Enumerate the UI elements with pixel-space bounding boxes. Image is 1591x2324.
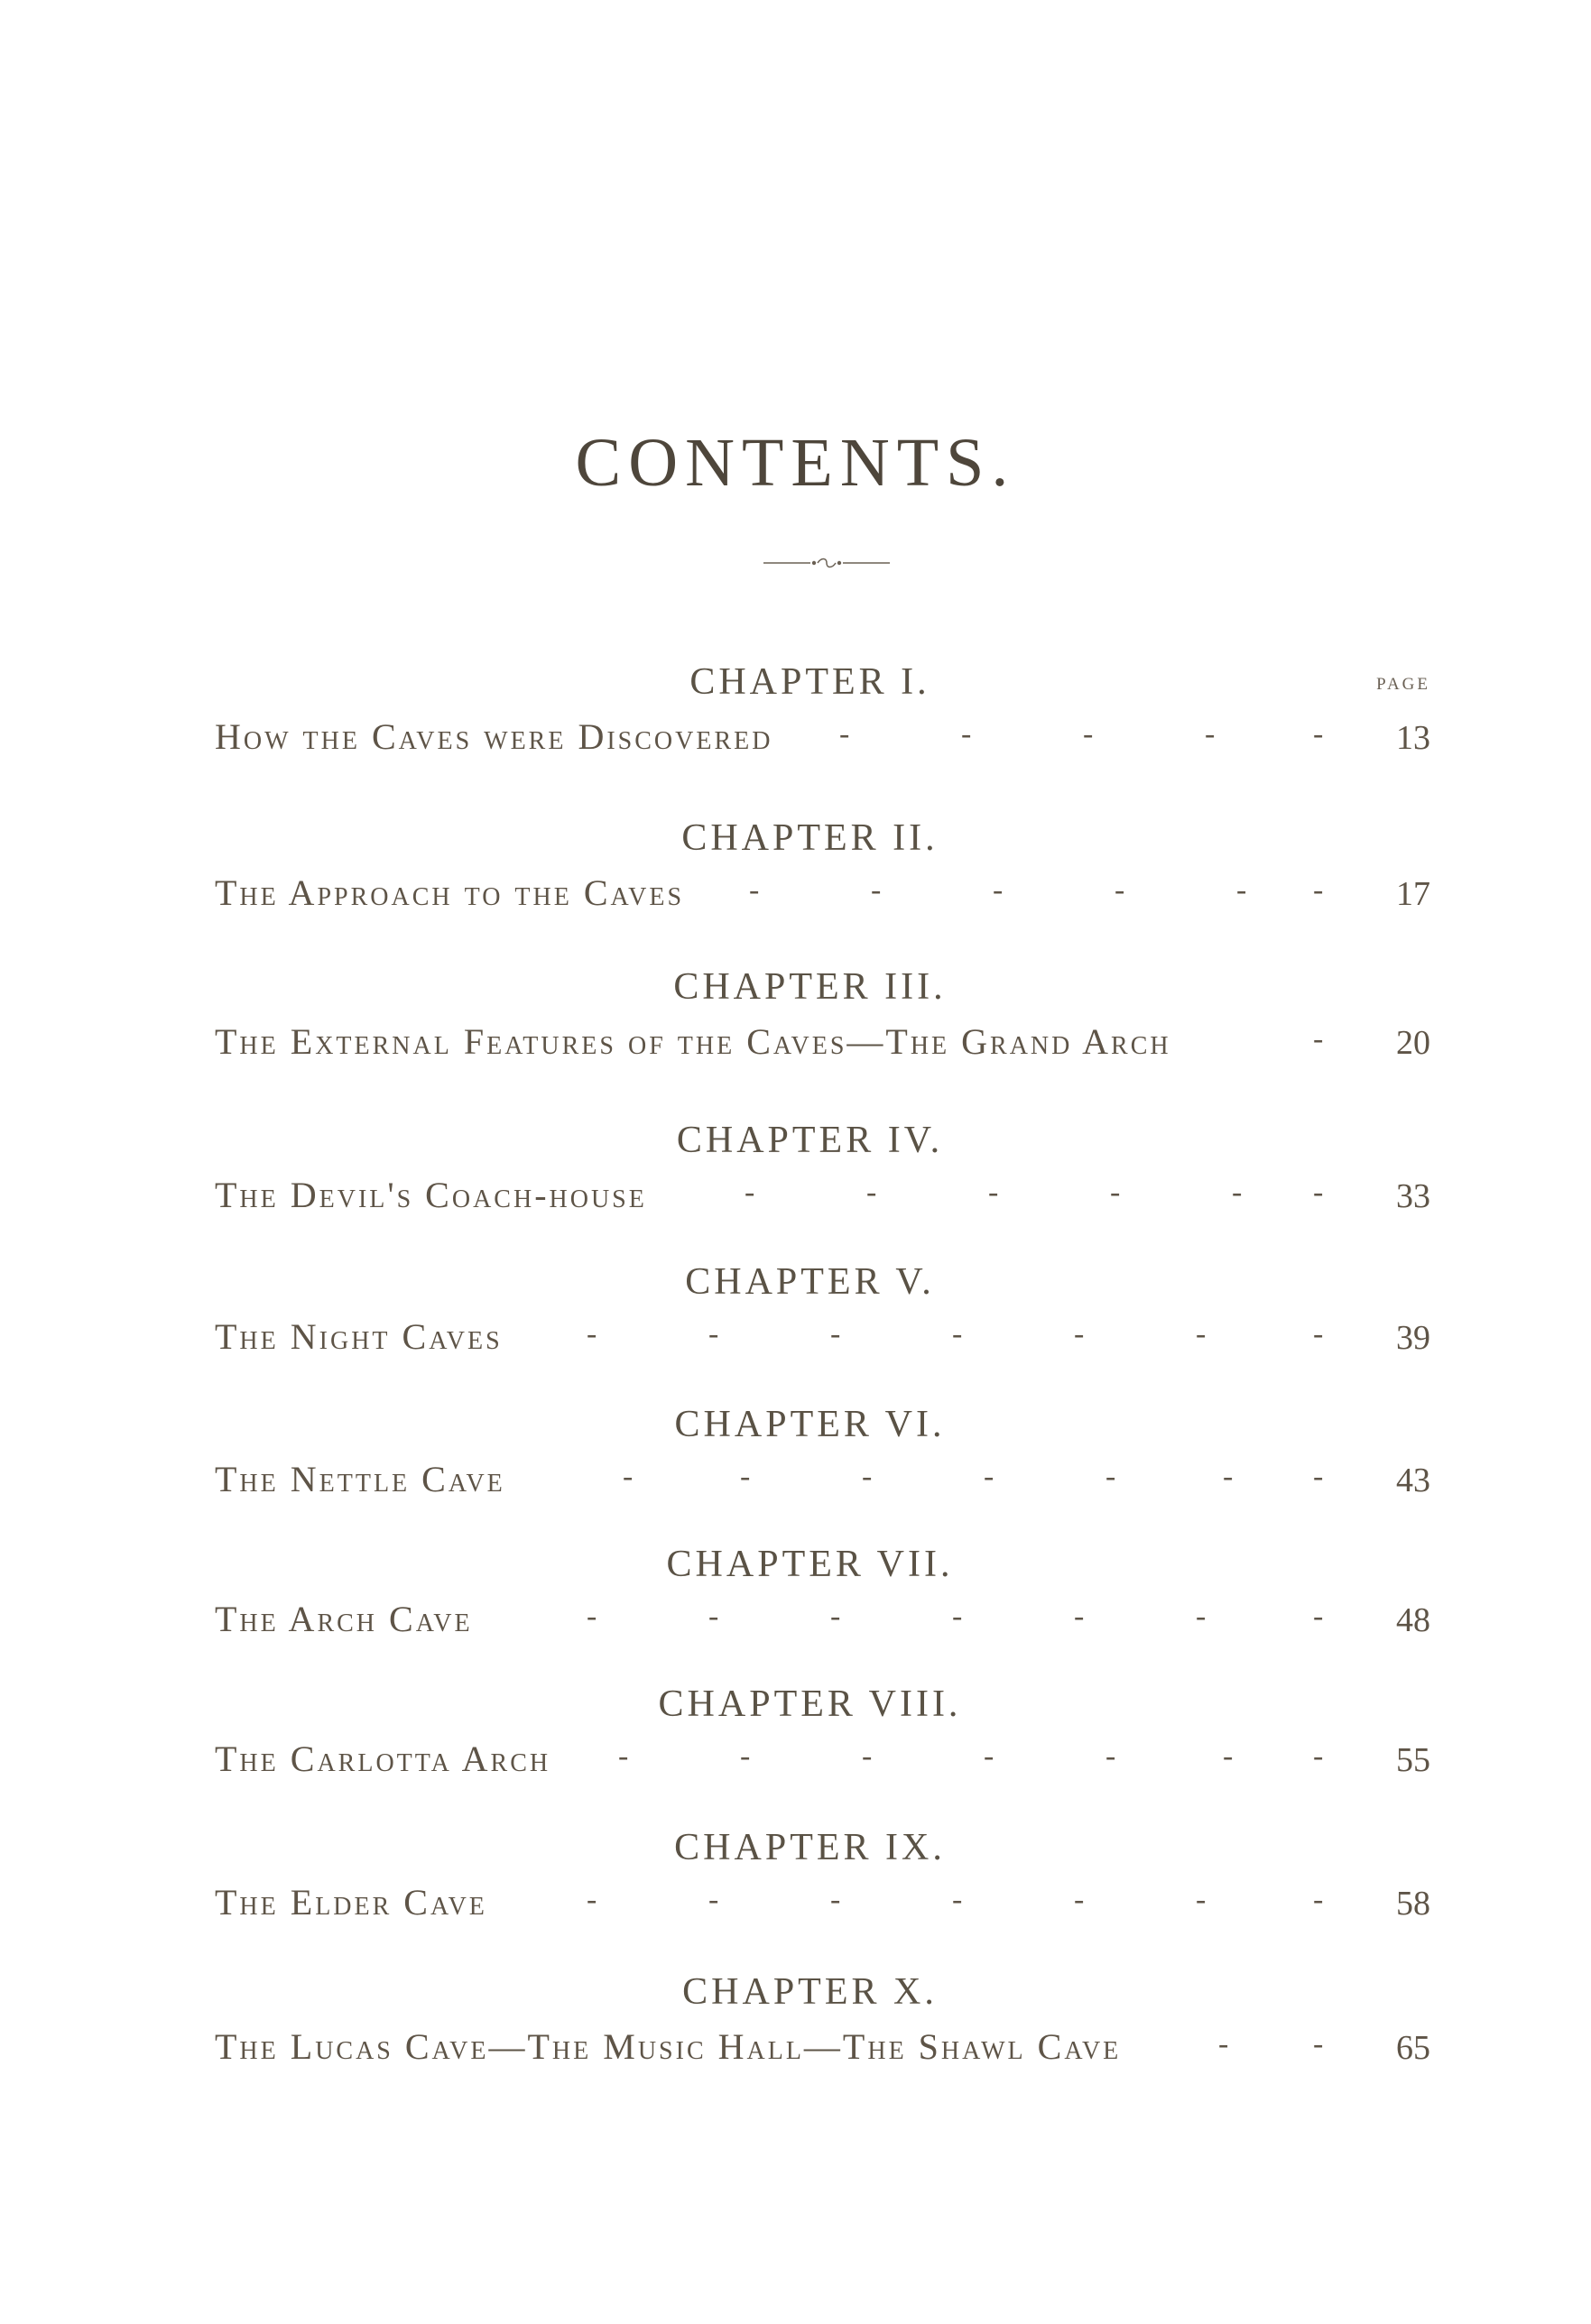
chapter-block: CHAPTER X. The Lucas Cave—The Music Hall—The Shawl Cave - - 65 [0,1973,1591,2117]
chapter-title: The Devil's Coach-house [215,1175,647,1215]
chapter-heading: CHAPTER IV. [676,1120,944,1161]
page-number: 33 [1396,1177,1430,1215]
chapter-heading: CHAPTER VII. [666,1544,954,1585]
page-column-label: PAGE [1376,675,1430,694]
chapter-block: CHAPTER V. The Night Caves - - - - - - - 39 [0,1263,1591,1407]
chapter-block: CHAPTER VIII. The Carlotta Arch - - - - - - - 55 [0,1685,1591,1830]
chapter-block: CHAPTER II. The Approach to the Caves - - - - - - 17 [0,819,1591,964]
divider-ornament [763,552,890,574]
page-number: 20 [1396,1024,1430,1062]
page-number: 65 [1396,2029,1430,2067]
chapter-heading: CHAPTER III. [673,966,947,1008]
page-number: 55 [1396,1741,1430,1779]
chapter-block: CHAPTER VII. The Arch Cave - - - - - - - 48 [0,1545,1591,1690]
chapter-heading: CHAPTER VI. [674,1404,946,1445]
chapter-title: The Arch Cave [215,1599,473,1639]
page-number: 48 [1396,1601,1430,1639]
chapter-heading: CHAPTER I. [689,661,930,703]
chapter-heading: CHAPTER VIII. [658,1683,962,1725]
page-number: 58 [1396,1885,1430,1923]
chapter-block: CHAPTER IV. The Devil's Coach-house - - - - - - 33 [0,1121,1591,1266]
chapter-title: The External Features of the Caves—The Grand Arch [215,1021,1171,1062]
chapter-title: The Nettle Cave [215,1459,505,1499]
chapter-title: The Lucas Cave—The Music Hall—The Shawl Cave [215,2026,1122,2067]
chapter-block: CHAPTER I. How the Caves were Discovered - - - - - 13 [0,663,1591,807]
chapter-title: How the Caves were Discovered [215,716,773,757]
chapter-block: CHAPTER VI. The Nettle Cave - - - - - - - 43 [0,1406,1591,1550]
page-number: 13 [1396,719,1430,757]
chapter-heading: CHAPTER X. [682,1971,938,2013]
chapter-heading: CHAPTER V. [685,1261,935,1303]
chapter-title: The Night Caves [215,1316,503,1357]
chapter-heading: CHAPTER IX. [674,1827,946,1868]
page-number: 39 [1396,1319,1430,1357]
chapter-title: The Elder Cave [215,1882,487,1923]
page-title: CONTENTS. [575,425,1016,501]
chapter-title: The Carlotta Arch [215,1738,551,1779]
page-number: 43 [1396,1462,1430,1499]
chapter-block: CHAPTER IX. The Elder Cave - - - - - - - 58 [0,1829,1591,1973]
chapter-heading: CHAPTER II. [681,817,939,859]
page-number: 17 [1396,875,1430,913]
chapter-block: CHAPTER III. The External Features of the Caves—The Grand Arch - 20 [0,968,1591,1112]
chapter-title: The Approach to the Caves [215,872,685,913]
